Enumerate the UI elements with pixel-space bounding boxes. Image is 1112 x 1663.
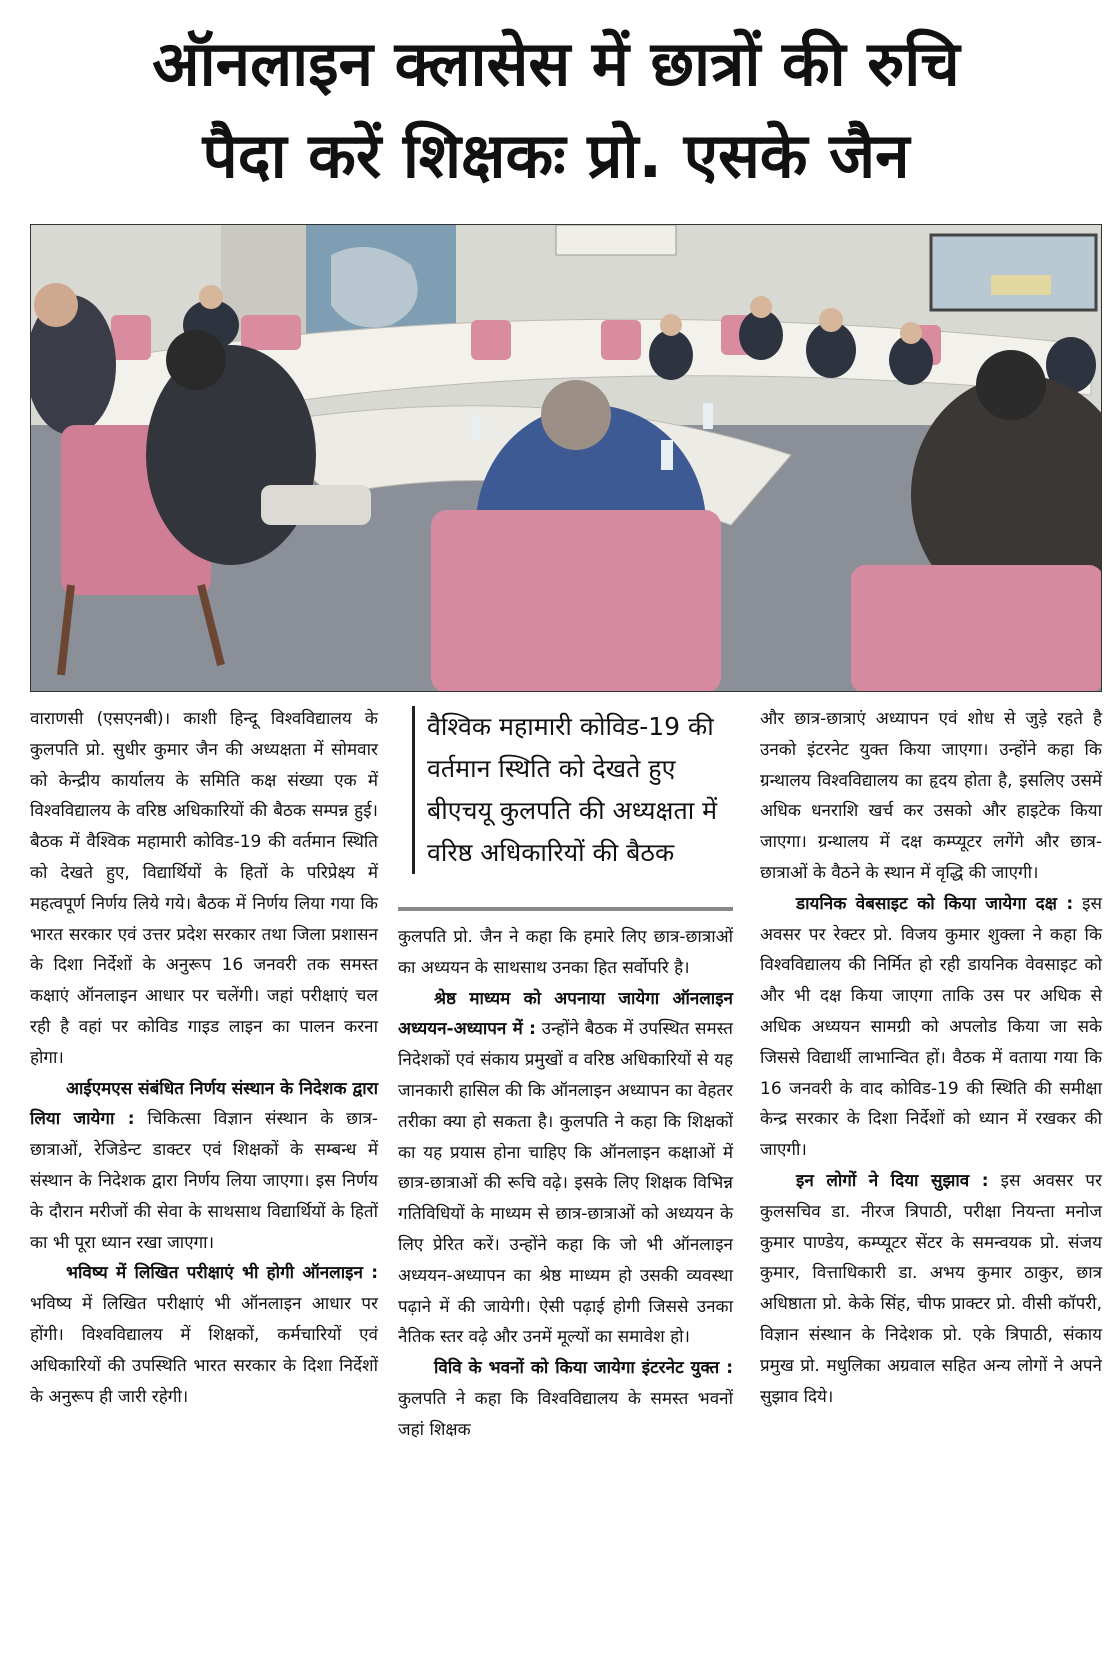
col1-paragraph-1: वाराणसी (एसएनबी)। काशी हिन्दू विश्वविद्यालय के कुलपति प्रो. सुधीर कुमार जैन की अध्यक्षता में सोमवार को केन्द्रीय कार्यालय के समिति कक्ष संख्या एक में विश्वविद्यालय के वरिष्ठ अधिकारियों की बैठक सम्पन्न हुई। बैठक में वैश्विक महामारी कोविड-19 की वर्तमान स्थिति को देखते हुए, विद्यार्थियों के हितों के परिप्रेक्ष्य में महत्वपूर्ण निर्णय लिये गये। बैठक में निर्णय लिया गया कि भारत सरकार एवं उत्तर प्रदेश सरकार तथा जिला प्रशासन के दिशा निर्देशों के अनुरूप 16 जनवरी तक समस्त कक्षाएं ऑनलाइन आधार पर चलेंगी। जहां परीक्षाएं चल रही है वहां पर कोविड गाइड लाइन का पालन करना होगा।: [30, 709, 378, 1068]
meeting-photo-illustration: [31, 225, 1102, 692]
col2-subheading-2: श्रेष्ठ माध्यम को अपनाया जायेगा ऑनलाइन अध्ययन-अध्यापन में :: [398, 988, 733, 1040]
col2-section-3: [398, 1353, 733, 1445]
col3-subheading-3: इन लोगों ने दिया सुझाव :: [796, 1170, 989, 1191]
col3-paragraph-2: इस अवसर पर रेक्टर प्रो. विजय कुमार शुक्ला ने कहा कि विश्वविद्यालय की निर्मित हो रही डायनिक वेवसाइट को और भी दक्ष किया जाएगा ताकि उस पर अधिक से अधिक अध्ययन सामग्री को अपलोड किया जा सके जिससे विद्यार्थी लाभान्वित हों। वैठक में वताया गया कि 16 जनवरी के वाद कोविड-19 की स्थिति की समीक्षा केन्द्र सरकार के दिशा निर्देशों को ध्यान में रखकर की जाएगी।: [760, 893, 1102, 1161]
col1-section-2: [30, 1074, 378, 1259]
col1-subheading-2: आईएमएस संबंधित निर्णय संस्थान के निदेशक द्वारा लिया जायेगा :: [30, 1078, 378, 1130]
col3-section-2: [760, 889, 1102, 1166]
col1-paragraph-3: भविष्य में लिखित परीक्षाएं भी ऑनलाइन आधार पर होंगी। विश्वविद्यालय में शिक्षकों, कर्मचारियों एवं अधिकारियों की उपस्थिति भारत सरकार के दिशा निर्देशों के अनुरूप ही जारी रहेगी।: [30, 1294, 378, 1407]
col2-paragraph-1: कुलपति प्रो. जैन ने कहा कि हमारे लिए छात्र-छात्राओं का अध्ययन के साथसाथ उनका हित सर्वोपरि है।: [398, 927, 733, 978]
col2-section-2: [398, 984, 733, 1354]
col3-paragraph-3: इस अवसर पर कुलसचिव डा. नीरज त्रिपाठी, परीक्षा नियन्ता मनोज कुमार पाण्डेय, कम्प्यूटर सेंटर के समन्वयक प्रो. संजय कुमार, वित्ताधिकारी डा. अभय कुमार ठाकुर, छात्र अधिष्ठाता प्रो. केके सिंह, चीफ प्राक्टर प्रो. वीसी कॉपरी, विज्ञान संस्थान के निदेशक प्रो. एके त्रिपाठी, संकाय प्रमुख प्रो. मधुलिका अग्रवाल सहित अन्य लोगों ने अपने सुझाव दिये।: [760, 1170, 1102, 1407]
pull-quote: वैश्विक महामारी कोविड-19 की वर्तमान स्थिति को देखते हुए बीएचयू कुलपति की अध्यक्षता में वरिष्ठ अधिकारियों की बैठक: [412, 706, 737, 874]
column-3: [760, 704, 1102, 1412]
col1-section-3: [30, 1258, 378, 1412]
column-2: [398, 922, 733, 1446]
headline-line-2: पैदा करें शिक्षकः प्रो. एसके जैन: [202, 119, 910, 192]
col3-subheading-2: डायनिक वेबसाइट को किया जायेगा दक्ष :: [796, 893, 1074, 914]
column-1: [30, 704, 378, 1412]
headline-line-1: ऑनलाइन क्लासेस में छात्रों की रुचि: [152, 27, 960, 100]
col2-subheading-3: विवि के भवनों को किया जायेगा इंटरनेट युक्त :: [434, 1358, 733, 1379]
col3-section-3: [760, 1166, 1102, 1412]
col2-paragraph-3: कुलपति ने कहा कि विश्वविद्यालय के समस्त भवनों जहां शिक्षक: [398, 1388, 733, 1440]
col1-paragraph-2: चिकित्सा विज्ञान संस्थान के छात्र-छात्राओं, रेजिडेन्ट डाक्टर एवं शिक्षकों के सम्बन्ध में संस्थान के निदेशक द्वारा निर्णय लिया जाएगा। इस निर्णय के दौरान मरीजों की सेवा के साथसाथ विद्यार्थियों के हितों का भी पूरा ध्यान रखा जाएगा।: [30, 1109, 378, 1253]
col1-subheading-3: भविष्य में लिखित परीक्षाएं भी होगी ऑनलाइन :: [66, 1263, 378, 1284]
pull-quote-divider: [398, 907, 733, 911]
col2-paragraph-2: उन्होंने बैठक में उपस्थित समस्त निदेशकों एवं संकाय प्रमुखों व वरिष्ठ अधिकारियों से यह जानकारी हासिल की कि ऑनलाइन अध्यापन का वेहतर तरीका क्या हो सकता है। कुलपति ने कहा कि शिक्षकों का यह प्रयास होना चाहिए कि ऑनलाइन कक्षाओं में छात्र-छात्राओं की रूचि वढ़े। इसके लिए शिक्षक विभिन्न गतिविधियों के माध्यम से छात्र-छात्राओं को अध्ययन के लिए प्रेरित करें। उन्होंने कहा कि जो भी ऑनलाइन अध्ययन-अध्यापन का श्रेष्ठ माध्यम हो उसकी व्यवस्था पढ़ाने में की जायेगी। ऐसी पढ़ाई होगी जिससे उनका नैतिक स्तर वढ़े और उनमें मूल्यों का समावेश हो।: [398, 1019, 733, 1348]
headline: [0, 18, 1112, 202]
meeting-photo: [30, 224, 1102, 692]
col3-paragraph-1: और छात्र-छात्राएं अध्यापन एवं शोध से जुड़े रहते है उनको इंटरनेट युक्त किया जाएगा। उन्होंने कहा कि ग्रन्थालय विश्वविद्यालय का हृदय होता है, इसलिए उसमें अधिक धनराशि खर्च कर उसको और हाइटेक किया जाएगा। ग्रन्थालय में दक्ष कम्प्यूटर लगेंगे और छात्र-छात्राओं के वैठने के स्थान में वृद्धि की जाएगी।: [760, 709, 1102, 883]
